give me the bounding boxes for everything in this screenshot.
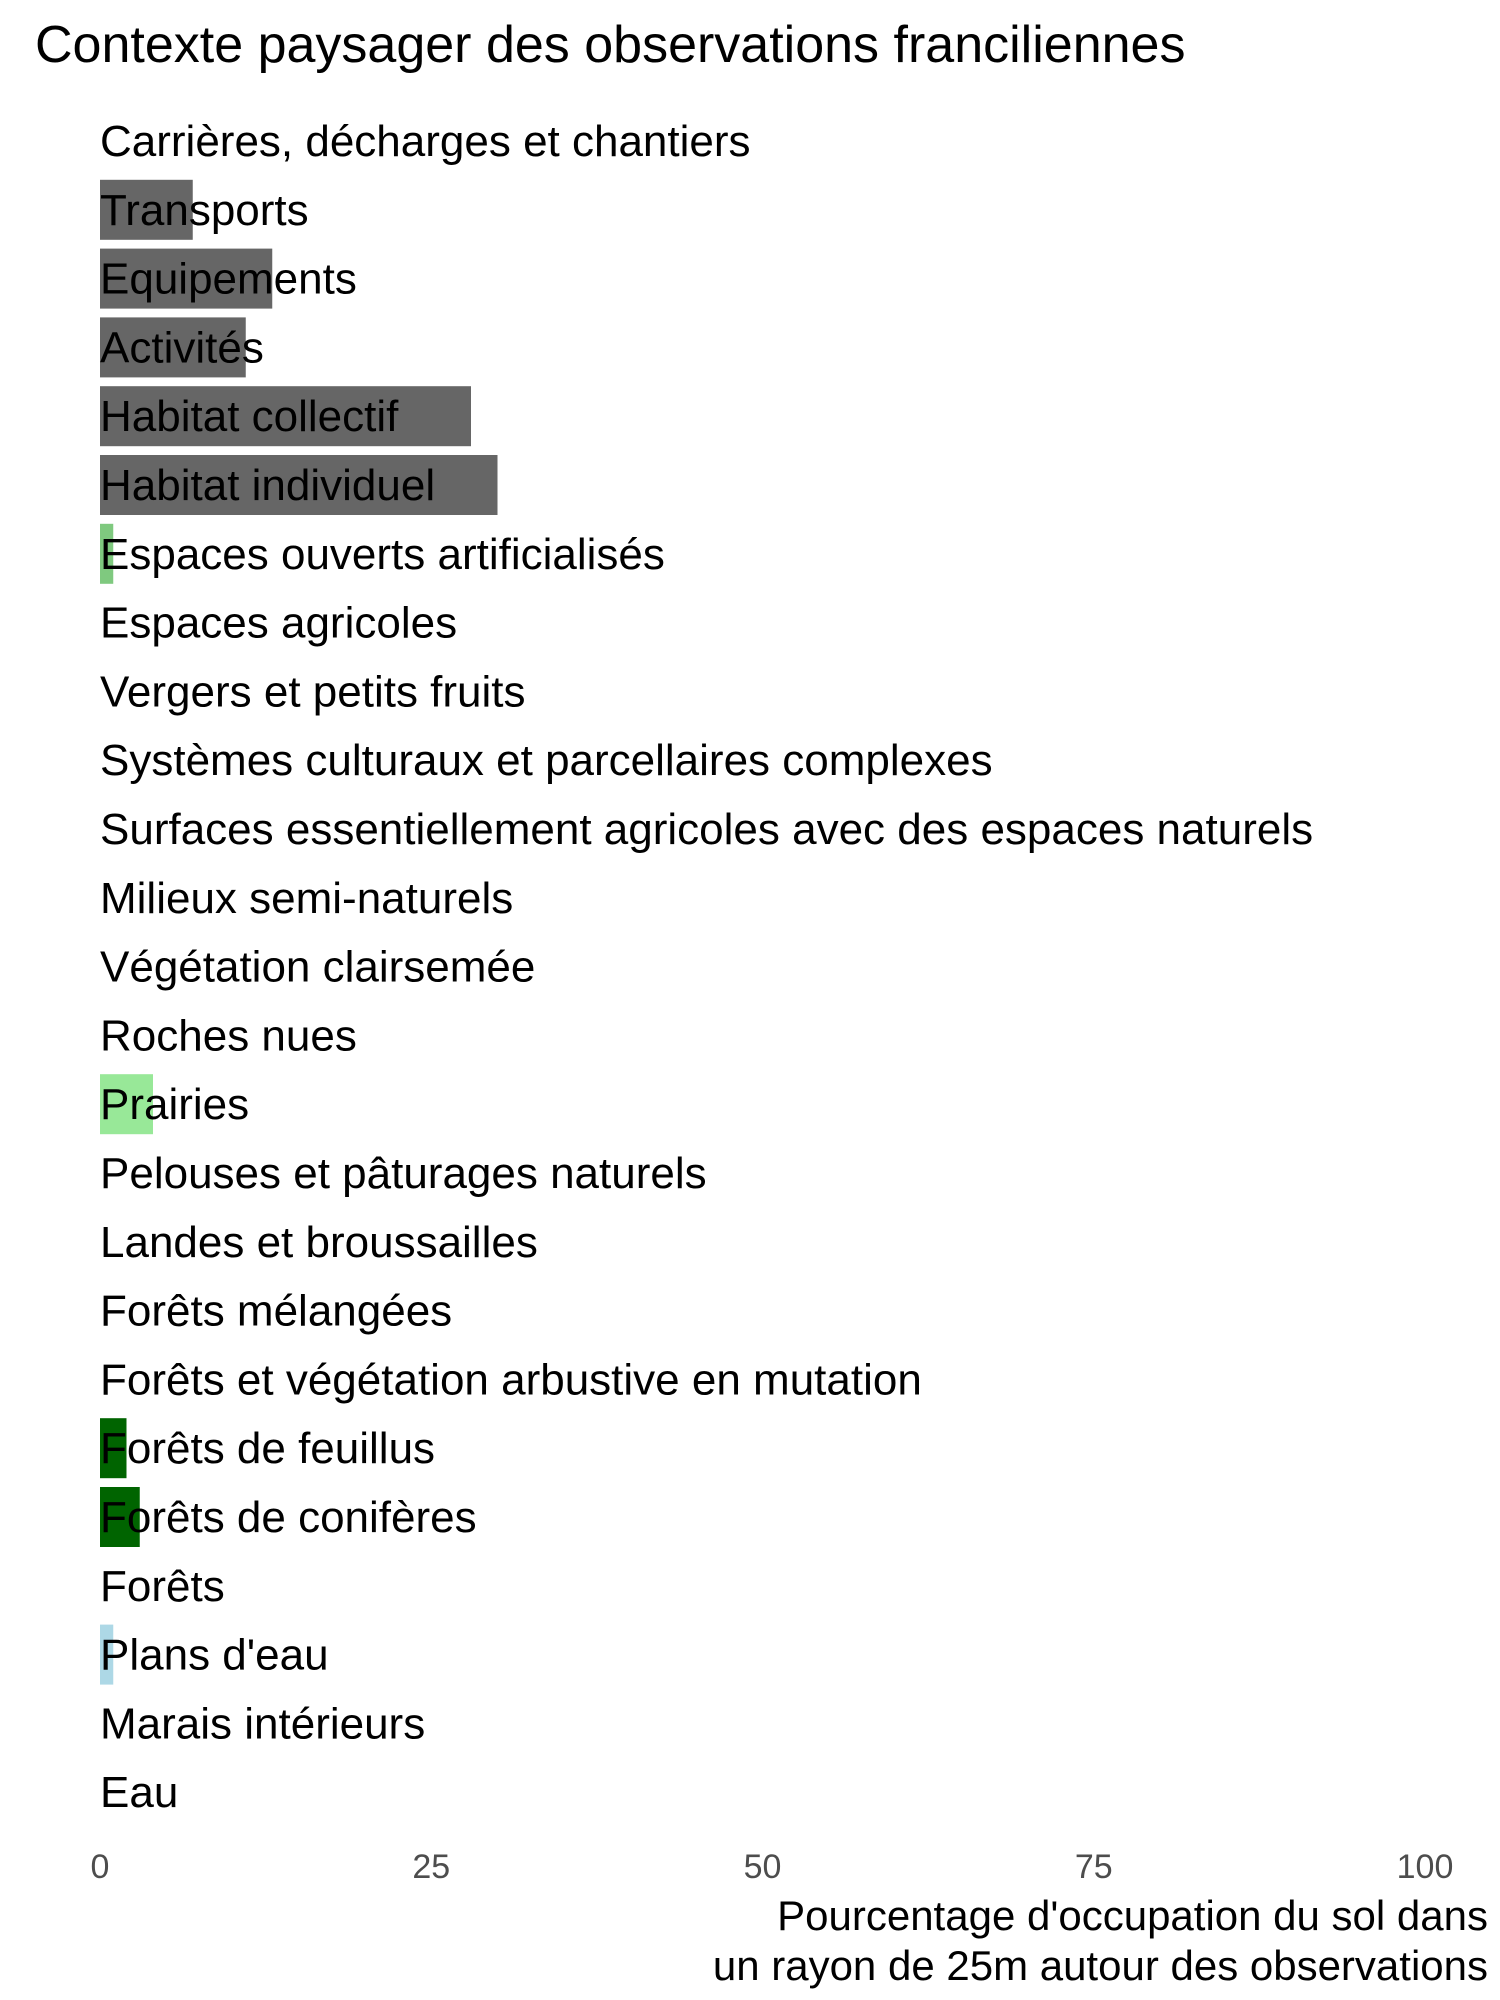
category-label-pelouses-et-paturages-naturels: Pelouses et pâturages naturels	[100, 1149, 707, 1198]
x-axis-title-line-2: un rayon de 25m autour des observations	[712, 1942, 1488, 1989]
category-label-forets-et-vegetation-arbustive-en-mutation: Forêts et végétation arbustive en mutation	[100, 1355, 922, 1405]
category-label-roches-nues: Roches nues	[100, 1011, 357, 1061]
x-tick-25: 25	[412, 1848, 451, 1886]
category-label-landes-et-broussailles: Landes et broussailles	[100, 1217, 538, 1267]
category-label-eau: Eau	[100, 1768, 179, 1818]
category-label-equipements: Equipements	[100, 254, 357, 304]
chart-title: Contexte paysager des observations franciliennes	[35, 16, 1186, 74]
category-label-forets-de-coniferes: Forêts de conifères	[100, 1493, 477, 1542]
category-label-activites: Activités	[100, 323, 264, 373]
x-tick-labels	[91, 1848, 1454, 1886]
category-label-surfaces-essentiellement-agricoles-avec-des-espaces-naturels: Surfaces essentiellement agricoles avec des espaces naturels	[100, 805, 1314, 854]
category-label-plans-d-eau: Plans d'eau	[100, 1630, 329, 1680]
category-label-forets-de-feuillus: Forêts de feuillus	[100, 1424, 436, 1474]
category-label-transports: Transports	[100, 185, 309, 235]
category-label-vergers-et-petits-fruits: Vergers et petits fruits	[100, 667, 526, 717]
x-tick-50: 50	[743, 1848, 782, 1886]
category-label-habitat-collectif: Habitat collectif	[100, 392, 399, 442]
category-label-marais-interieurs: Marais intérieurs	[100, 1699, 426, 1749]
x-axis-title-line-1: Pourcentage d'occupation du sol dans	[777, 1892, 1488, 1939]
category-label-forets: Forêts	[100, 1561, 225, 1611]
category-label-carrieres-decharges-et-chantiers: Carrières, décharges et chantiers	[100, 117, 751, 166]
category-label-milieux-semi-naturels: Milieux semi-naturels	[100, 873, 514, 923]
x-tick-75: 75	[1074, 1848, 1113, 1886]
x-tick-100: 100	[1396, 1848, 1454, 1886]
category-label-espaces-agricoles: Espaces agricoles	[100, 598, 458, 648]
category-label-prairies: Prairies	[100, 1080, 250, 1130]
x-tick-0: 0	[90, 1848, 110, 1886]
category-label-habitat-individuel: Habitat individuel	[100, 461, 436, 510]
category-label-vegetation-clairsemee: Végétation clairsemée	[100, 942, 536, 992]
category-labels	[100, 117, 1313, 1817]
category-label-forets-melangees: Forêts mélangées	[100, 1286, 453, 1336]
category-label-systemes-culturaux-et-parcellaires-complexes: Systèmes culturaux et parcellaires complexes	[100, 736, 993, 786]
category-label-espaces-ouverts-artificialises: Espaces ouverts artificialisés	[100, 529, 665, 579]
